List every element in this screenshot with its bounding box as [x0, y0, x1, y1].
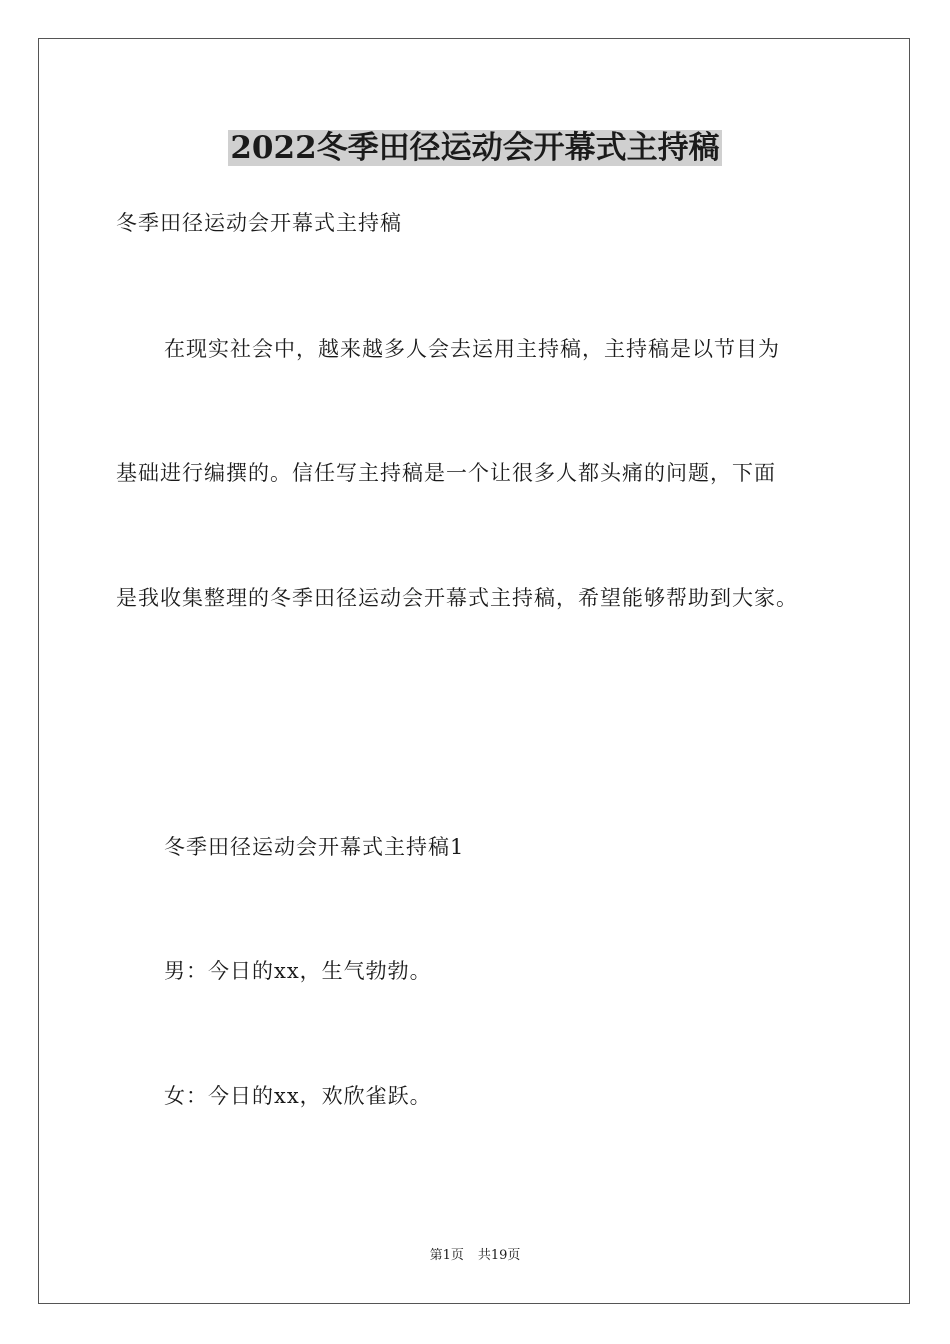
page-number: 第1页: [429, 1248, 464, 1263]
dialogue-line-female: 女：今日的xx，欢欣雀跃。: [164, 1084, 432, 1108]
page-footer: [0, 1246, 950, 1266]
page-total: 共19页: [477, 1248, 521, 1263]
intro-line-2: 基础进行编撰的。信任写主持稿是一个让很多人都头痛的问题，下面: [116, 461, 776, 485]
document-subtitle: 冬季田径运动会开幕式主持稿: [116, 211, 402, 235]
intro-line-3: 是我收集整理的冬季田径运动会开幕式主持稿，希望能够帮助到大家。: [116, 586, 798, 610]
dialogue-line-male: 男：今日的xx，生气勃勃。: [164, 959, 432, 983]
section-heading: 冬季田径运动会开幕式主持稿1: [164, 835, 465, 859]
intro-line-1: 在现实社会中，越来越多人会去运用主持稿，主持稿是以节目为: [164, 337, 780, 361]
document-title: 2022冬季田径运动会开幕式主持稿: [230, 130, 720, 166]
